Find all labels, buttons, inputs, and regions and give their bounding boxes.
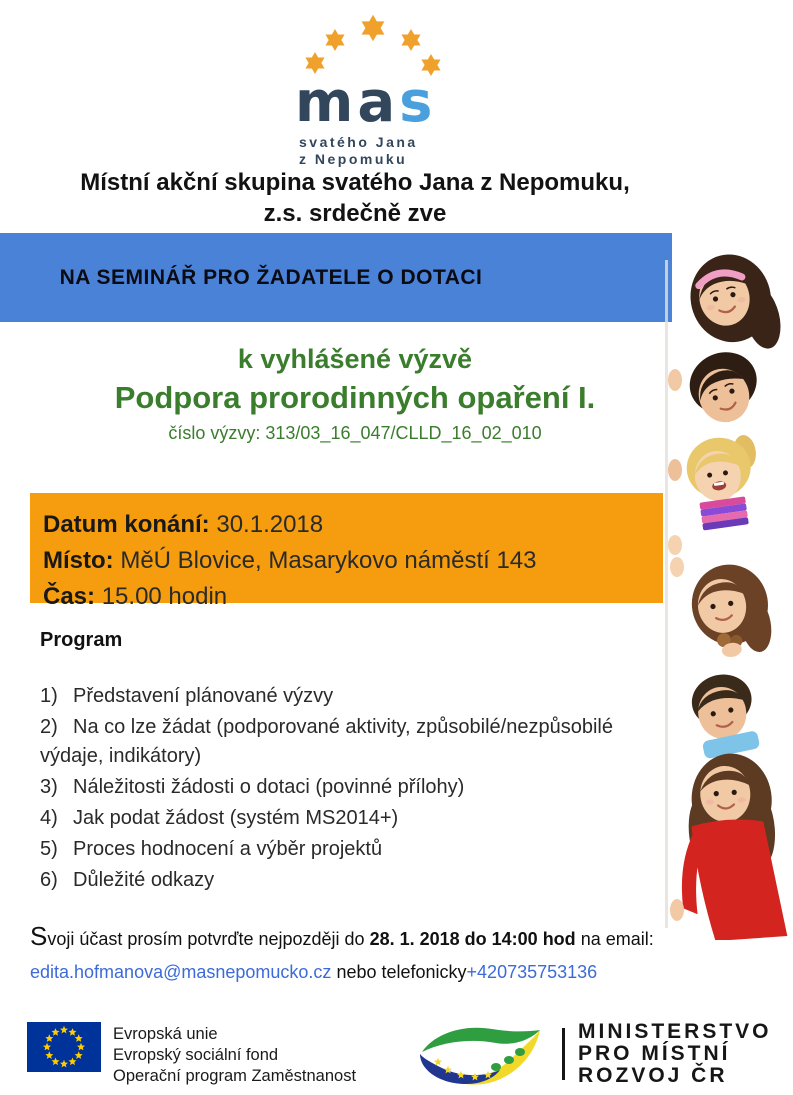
ministry-emblem-icon: [412, 1026, 548, 1088]
item-number: 4): [40, 807, 58, 829]
blue-banner-text: NA SEMINÁŘ PRO ŽADATELE O DOTACI: [59, 265, 483, 289]
rsvp-text-end: na email:: [575, 929, 654, 949]
brand-ma: ma: [295, 70, 400, 135]
program-item: [40, 866, 665, 895]
call-line1: k vyhlášené výzvě: [237, 344, 473, 374]
program-item: [40, 713, 665, 771]
call-title: [0, 341, 710, 445]
intro-heading-line2: z.s. srdečně zve: [263, 200, 447, 227]
detail-place: [43, 543, 663, 579]
ministry-divider: [562, 1028, 565, 1080]
children-photo-strip: [665, 245, 793, 940]
program-item: [40, 682, 665, 711]
brand-wordmark: [295, 70, 457, 135]
item-text: Proces hodnocení a výběr projektů: [73, 838, 383, 860]
detail-time: [43, 579, 663, 615]
blue-banner: [0, 233, 672, 322]
time-value: 15.00 hodin: [95, 583, 228, 610]
program-item: [40, 804, 665, 833]
item-number: 3): [40, 776, 58, 798]
date-label: Datum konání:: [43, 511, 210, 538]
brand-s: s: [399, 70, 437, 135]
logo-stars-icon: [285, 12, 455, 76]
intro-heading: [0, 167, 710, 229]
place-label: Místo:: [43, 547, 114, 574]
eu-line1: Evropská unie: [113, 1025, 218, 1043]
item-text: Na co lze žádat (podporované aktivity, způsobilé/nezpůsobilé výdaje, indikátory): [40, 716, 613, 767]
intro-heading-line1: Místní akční skupina svatého Jana z Nepomuku,: [80, 169, 630, 196]
ministry-line1: MINISTERSTVO: [578, 1020, 772, 1043]
program-heading: Program: [40, 629, 123, 651]
eu-line3: Operační program Zaměstnanost: [113, 1067, 357, 1085]
eu-line2: Evropský sociální fond: [113, 1046, 279, 1064]
program-item: [40, 773, 665, 802]
logo-subtitle-line2: z Nepomuku: [299, 151, 408, 167]
phone-link[interactable]: +420735753136: [466, 962, 598, 982]
program-section: [40, 628, 665, 897]
call-number: číslo výzvy: 313/03_16_047/CLLD_16_02_010: [168, 423, 542, 443]
logos-row: [0, 1012, 793, 1095]
ministry-line2: PRO MÍSTNÍ: [578, 1042, 731, 1065]
rsvp-line: [30, 920, 730, 956]
call-line2: Podpora prorodinných opaření I.: [114, 380, 596, 415]
item-text: Jak podat žádost (systém MS2014+): [73, 807, 399, 829]
eu-text-block: [113, 1024, 356, 1087]
rsvp-initial: S: [30, 921, 48, 951]
ministry-text-block: [578, 1021, 772, 1087]
item-text: Náležitosti žádosti o dotaci (povinné přílohy): [73, 776, 465, 798]
item-text: Představení plánované výzvy: [73, 685, 334, 707]
contact-links-line: [30, 956, 730, 989]
item-number: 5): [40, 838, 58, 860]
item-number: 2): [40, 716, 58, 738]
email-link[interactable]: edita.hofmanova@masnepomucko.cz: [30, 962, 332, 982]
ministry-line3: ROZVOJ ČR: [578, 1064, 728, 1087]
logo-subtitle-line1: svatého Jana: [299, 134, 418, 150]
children-photo-strip-illustration: [665, 245, 793, 940]
item-number: 6): [40, 869, 58, 891]
item-text: Důležité odkazy: [73, 869, 215, 891]
program-item: [40, 835, 665, 864]
item-number: 1): [40, 685, 58, 707]
rsvp-deadline: 28. 1. 2018 do 14:00 hod: [369, 929, 576, 949]
date-value: 30.1.2018: [209, 511, 324, 538]
place-value: MěÚ Blovice, Masarykovo náměstí 143: [113, 547, 537, 574]
contact-connector: nebo telefonicky: [331, 962, 467, 982]
details-banner: [30, 493, 663, 610]
mas-logo: [277, 12, 457, 168]
detail-date: [43, 507, 663, 543]
contact-section: [30, 920, 730, 989]
eu-flag-icon: [27, 1022, 101, 1072]
rsvp-text: voji účast prosím potvrďte nejpozději do: [47, 929, 370, 949]
logo-subtitle: [299, 134, 457, 168]
time-label: Čas:: [43, 583, 96, 610]
